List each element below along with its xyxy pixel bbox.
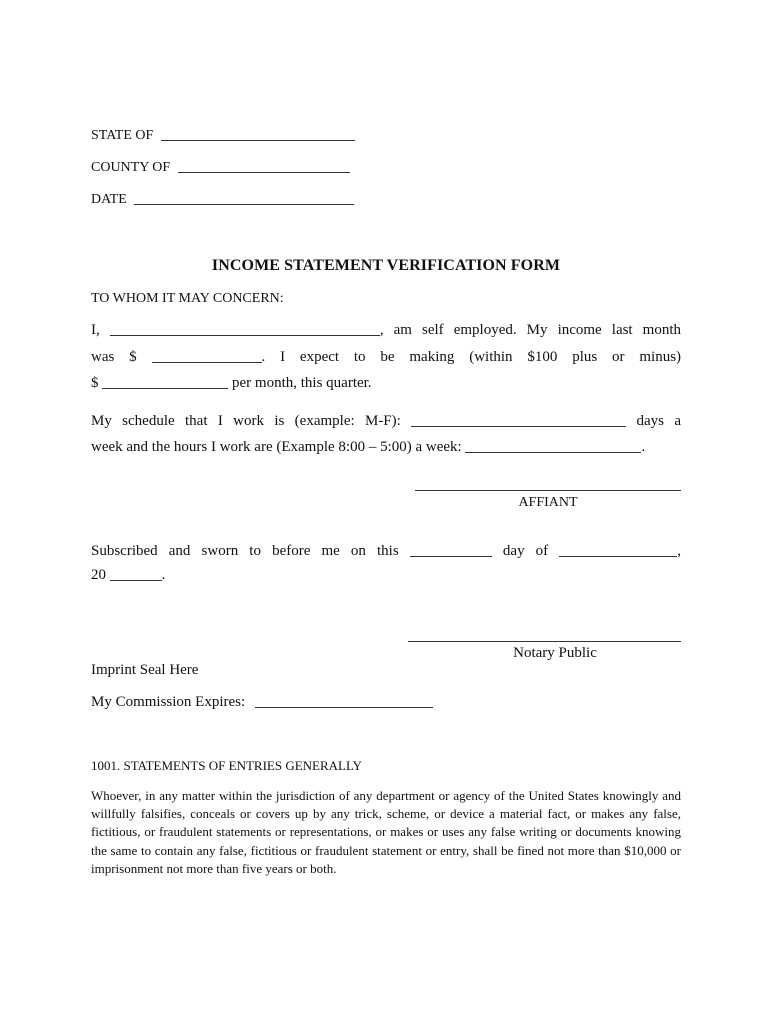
- last-month-income-blank[interactable]: [152, 350, 262, 363]
- line4-prefix: My schedule that I work is (example: M-F):: [91, 413, 401, 429]
- schedule-line-2: [91, 439, 645, 456]
- oath-year-prefix: 20: [91, 567, 106, 583]
- county-label: COUNTY OF: [91, 160, 171, 175]
- statute-text: Whoever, in any matter within the jurisdiction of any department or agency of the United States knowingly and willfully falsifies, conceals or covers up by any trick, scheme, or device a material fact, or makes any false, fictitious, or fraudulent statements or representations, or makes or uses any false writing or documents knowing the same to contain any false, fictitious or fraudulent statement or entry, shall be fined not more than $10,000 or imprisonment not more than five years or both.: [91, 788, 681, 876]
- imprint-seal-label: Imprint Seal Here: [91, 662, 199, 678]
- county-blank[interactable]: [178, 160, 350, 173]
- state-label: STATE OF: [91, 128, 154, 143]
- oath-month-blank[interactable]: [559, 544, 677, 557]
- state-field: [91, 128, 355, 144]
- date-field: [91, 192, 354, 208]
- hours-blank[interactable]: [465, 440, 641, 453]
- income-line-1: [91, 322, 681, 339]
- line5-suffix: .: [641, 439, 646, 455]
- line3-suffix: per month, this quarter.: [232, 375, 372, 391]
- line2-prefix: was $: [91, 349, 137, 365]
- oath-prefix: Subscribed and sworn to before me on this: [91, 543, 399, 559]
- schedule-line-1: [91, 413, 681, 430]
- notary-label: Notary Public: [513, 645, 597, 661]
- salutation: TO WHOM IT MAY CONCERN:: [91, 291, 284, 306]
- notary-signature-line[interactable]: [408, 641, 681, 642]
- oath-year-blank[interactable]: [110, 568, 162, 581]
- commission-label: My Commission Expires:: [91, 694, 246, 710]
- county-field: [91, 160, 350, 176]
- date-label: DATE: [91, 192, 127, 207]
- line5-prefix: week and the hours I work are (Example 8:00 – 5:00) a week:: [91, 439, 462, 455]
- line3-prefix: $: [91, 375, 99, 391]
- oath-day-blank[interactable]: [410, 544, 492, 557]
- oath-line-2: [91, 567, 166, 584]
- line1-prefix: I,: [91, 322, 100, 338]
- date-blank[interactable]: [134, 192, 354, 205]
- affiant-signature-line[interactable]: [415, 490, 681, 491]
- form-title: INCOME STATEMENT VERIFICATION FORM: [211, 257, 561, 274]
- oath-day-of-label: day of: [502, 543, 549, 559]
- name-blank[interactable]: [110, 323, 380, 336]
- oath-line-1: [91, 543, 681, 560]
- line4-suffix: days a: [636, 413, 682, 429]
- days-blank[interactable]: [411, 414, 626, 427]
- commission-expires-blank[interactable]: [255, 695, 433, 708]
- line1-suffix: , am self employed. My income last month: [379, 322, 681, 338]
- line2-suffix: . I expect to be making (within $100 plus or minus): [261, 349, 682, 365]
- affiant-label: AFFIANT: [518, 495, 578, 510]
- oath-period: .: [161, 567, 166, 583]
- expected-income-blank[interactable]: [102, 376, 228, 389]
- commission-field: [91, 694, 433, 711]
- income-line-2: [91, 349, 681, 366]
- statute-heading: 1001. STATEMENTS OF ENTRIES GENERALLY: [91, 758, 363, 773]
- income-line-3: [91, 375, 372, 392]
- state-blank[interactable]: [161, 128, 355, 141]
- oath-comma: ,: [677, 543, 682, 559]
